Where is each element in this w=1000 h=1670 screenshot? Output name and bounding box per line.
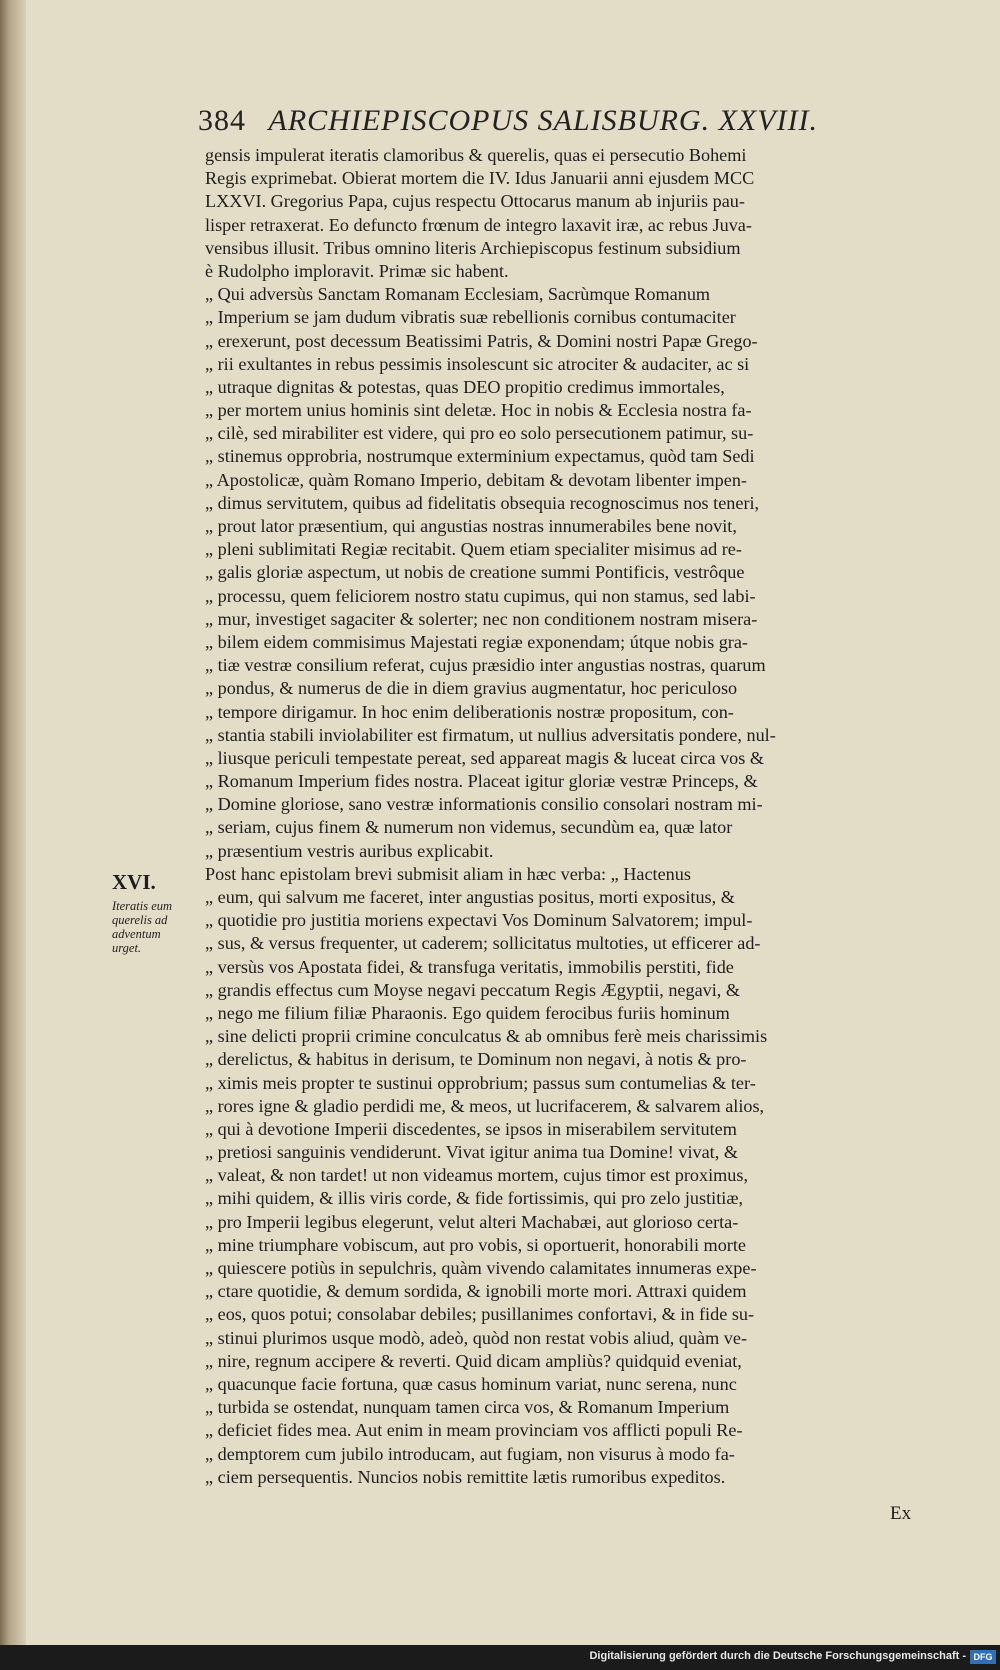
text-line: „ cilè, sed mirabiliter est videre, qui pro eo solo persecutionem patimur, su- (205, 423, 754, 444)
text-line: „ ciem persequentis. Nuncios nobis remittite lætis rumoribus expeditos. (205, 1466, 726, 1487)
page-spine-shadow (0, 0, 26, 1645)
text-line: lisper retraxerat. Eo defuncto frœnum de integro laxavit iræ, ac rebus Juva- (205, 214, 752, 235)
text-line: „ valeat, & non tardet! ut non videamus mortem, cujus timor est proximus, (205, 1165, 748, 1186)
text-line: „ ctare quotidie, & demum sordida, & ignobili morte mori. Attraxi quidem (205, 1281, 747, 1302)
marginal-note-line: urget. (112, 941, 142, 955)
text-line: Regis exprimebat. Obierat mortem die IV. Idus Januarii anni ejusdem MCC (205, 168, 755, 189)
running-header (198, 104, 878, 148)
footer-credit: Digitalisierung gefördert durch die Deutsche Forschungsgemeinschaft - (589, 1650, 966, 1662)
text-line: „ pro Imperii legibus elegerunt, velut alteri Machabæi, aut glorioso certa- (205, 1211, 739, 1232)
section-number: XVI. (112, 870, 156, 894)
text-line: „ rores igne & gladio perdidi me, & meos, ut lucrifacerem, & salvarem alios, (205, 1095, 765, 1116)
text-line: „ pondus, & numerus de die in diem gravius augmentatur, hoc periculoso (205, 678, 738, 699)
text-line: „ sine delicti proprii crimine conculcatus & ab omnibus ferè meis charissimis (205, 1026, 768, 1047)
text-line: „ galis gloriæ aspectum, ut nobis de creatione summi Pontificis, vestrôque (205, 562, 745, 583)
text-line: „ Domine gloriose, sano vestræ informationis consilio consolari nostram mi- (205, 794, 763, 815)
text-line: „ pleni sublimitati Regiæ recitabit. Quem etiam specialiter misimus ad re- (205, 539, 742, 560)
text-line: è Rudolpho imploravit. Primæ sic habent. (205, 260, 509, 281)
dfg-logo: DFG (970, 1650, 996, 1664)
text-line: „ liusque periculi tempestate pereat, sed appareat magis & luceat circa vos & (205, 747, 765, 768)
marginal-note-line: adventum (112, 927, 161, 941)
text-line: „ dimus servitutem, quibus ad fidelitatis obsequia recognoscimus nos teneri, (205, 492, 760, 513)
text-line: „ Romanum Imperium fides nostra. Placeat igitur gloriæ vestræ Princeps, & (205, 771, 758, 792)
text-line: „ ximis meis propter te sustinui opprobrium; passus sum contumelias & ter- (205, 1072, 756, 1093)
marginal-note-line: Iteratis eum (112, 899, 173, 913)
text-line: „ quiescere potiùs in sepulchris, quàm vivendo calamitates innumeras expe- (205, 1258, 757, 1278)
text-line: „ rii exultantes in rebus pessimis insolescunt sic atrociter & audaciter, ac si (205, 353, 750, 374)
text-line: „ demptorem cum jubilo introducam, aut fugiam, non visurus à modo fa- (205, 1443, 735, 1464)
text-line: „ mur, investiget sagaciter & solerter; nec non conditionem nostram misera- (205, 608, 758, 629)
text-line: „ erexerunt, post decessum Beatissimi Patris, & Domini nostri Papæ Grego- (205, 330, 758, 351)
text-line: „ Qui adversùs Sanctam Romanam Ecclesiam, Sacrùmque Romanum (205, 284, 711, 305)
text-line: „ Apostolicæ, quàm Romano Imperio, debitam & devotam libenter impen- (205, 469, 747, 490)
text-line: „ eum, qui salvum me faceret, inter angustias positus, morti expositus, & (205, 887, 735, 907)
text-line: „ pretiosi sanguinis vendiderunt. Vivat igitur anima tua Domine! vivat, & (205, 1142, 738, 1163)
text-line: „ mihi quidem, & illis viris corde, & fide fortissimis, qui pro zelo justitiæ, (205, 1188, 743, 1209)
body-text (205, 144, 915, 1489)
text-line: „ seriam, cujus finem & numerum non videmus, secundùm ea, quæ lator (205, 817, 733, 838)
text-line: „ quacunque facie fortuna, quæ casus hominum variat, nunc serena, nunc (205, 1373, 737, 1394)
text-line: „ stantia stabili inviolabiliter est firmatum, ut nullius adversitatis pondere, nul- (205, 724, 776, 745)
text-line: vensibus illusit. Tribus omnino literis Archiepiscopus festinum subsidium (205, 237, 741, 258)
marginal-note-line: querelis ad (112, 913, 168, 927)
text-line: „ versùs vos Apostata fidei, & transfuga veritatis, immobilis perstiti, fide (205, 956, 734, 977)
footer-bar (0, 1645, 1000, 1670)
catchword: Ex (890, 1503, 912, 1524)
text-line: Post hanc epistolam brevi submisit aliam in hæc verba: „ Hactenus (205, 863, 691, 884)
text-line: „ tiæ vestræ consilium referat, cujus præsidio inter angustias nostras, quarum (205, 655, 766, 676)
text-line: „ Imperium se jam dudum vibratis suæ rebellionis cornibus contumaciter (205, 307, 736, 328)
text-line: „ sus, & versus frequenter, ut caderem; sollicitatus multoties, ut efficerer ad- (205, 933, 761, 954)
running-title: ARCHIEPISCOPUS SALISBURG. XXVIII. (268, 104, 819, 137)
text-line: „ qui à devotione Imperii discedentes, se ipsos in miserabilem servitutem (205, 1118, 737, 1139)
text-line: „ præsentium vestris auribus explicabit. (205, 840, 494, 861)
text-line: „ nire, regnum accipere & reverti. Quid dicam ampliùs? quidquid eveniat, (205, 1350, 742, 1371)
text-line: „ prout lator præsentium, qui angustias nostras innumerabiles bene novit, (205, 516, 737, 536)
text-line: „ stinui plurimos usque modò, adeò, quòd non restat vobis aliud, quàm ve- (205, 1327, 748, 1348)
text-line: „ eos, quos potui; consolabar debiles; pusillanimes confortavi, & in fide su- (205, 1304, 755, 1325)
text-line: „ bilem eidem commisimus Majestati regiæ exponendam; útque nobis gra- (205, 631, 748, 652)
text-line: „ turbida se ostendat, nunquam tamen circa vos, & Romanum Imperium (205, 1397, 730, 1418)
text-line: „ per mortem unius hominis sint deletæ. Hoc in nobis & Ecclesia nostra fa- (205, 400, 752, 421)
page-number: 384 (198, 104, 246, 137)
text-line: LXXVI. Gregorius Papa, cujus respectu Ottocarus manum ab injuriis pau- (205, 191, 745, 212)
marginal-note (112, 870, 202, 955)
text-line: „ derelictus, & habitus in derisum, te Dominum non negavi, à notis & pro- (205, 1049, 747, 1070)
text-line: „ quotidie pro justitia moriens expectavi Vos Dominum Salvatorem; impul- (205, 910, 753, 931)
text-line: „ processu, quem feliciorem nostro statu cupimus, qui non stamus, sed labi- (205, 585, 756, 606)
text-line: „ mine triumphare vobiscum, aut pro vobis, si oportuerit, honorabili morte (205, 1234, 746, 1255)
text-line: gensis impulerat iteratis clamoribus & querelis, quas ei persecutio Bohemi (205, 145, 747, 165)
text-line: „ tempore dirigamur. In hoc enim deliberationis nostræ propositum, con- (205, 701, 734, 722)
text-line: „ utraque dignitas & potestas, quas DEO propitio credimus immortales, (205, 376, 725, 397)
text-line: „ nego me filium filiæ Pharaonis. Ego quidem ferocibus furiis hominum (205, 1002, 730, 1023)
text-line: „ grandis effectus cum Moyse negavi peccatum Regis Ægyptii, negavi, & (205, 979, 741, 1000)
text-line: „ stinemus opprobria, nostrumque exterminium expectamus, quòd tam Sedi (205, 446, 755, 467)
marginal-note-text (112, 899, 202, 955)
text-line: „ deficiet fides mea. Aut enim in meam provinciam vos afflicti populi Re- (205, 1420, 743, 1441)
